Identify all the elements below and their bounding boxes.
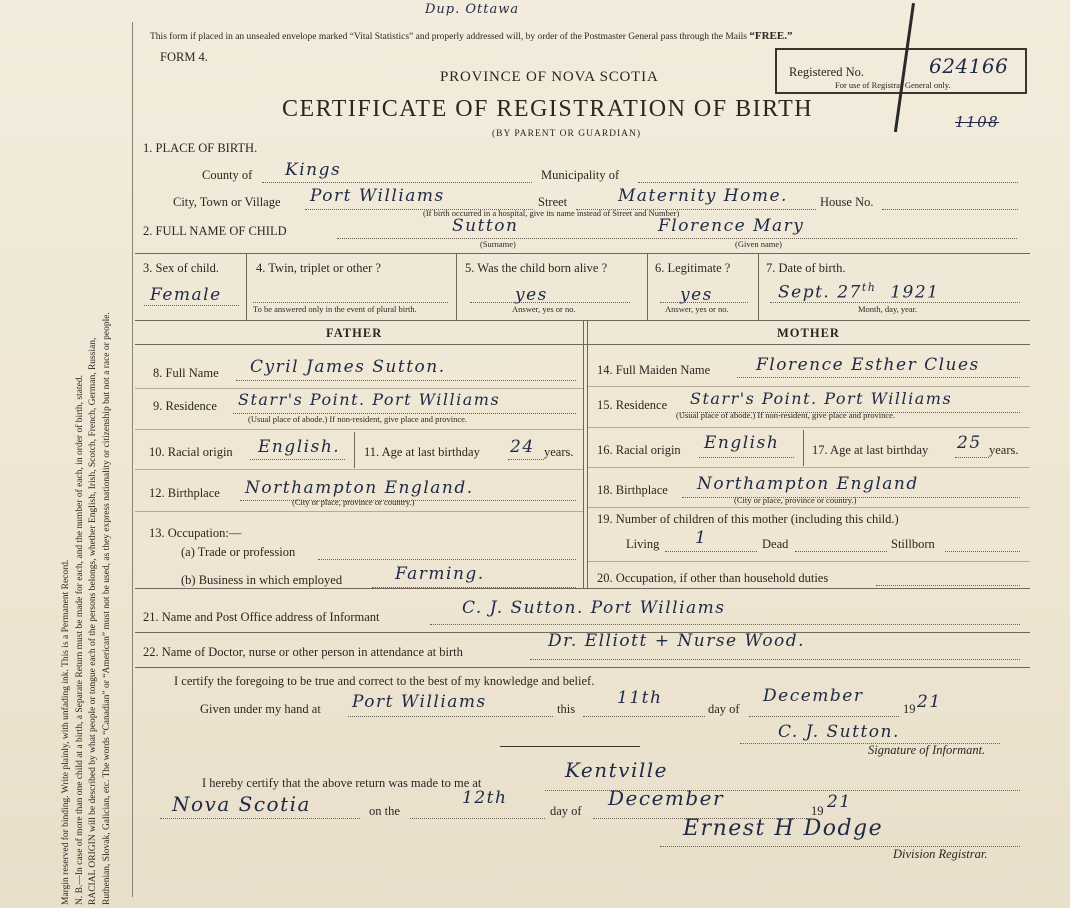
- registrar-signature: Ernest H Dodge: [683, 816, 884, 841]
- child-surname: Sutton: [452, 216, 519, 236]
- children-count-label: 19. Number of children of this mother (including this child.): [597, 512, 899, 526]
- top-note: Dup. Ottawa: [425, 2, 520, 17]
- registrar-day-of-label: day of: [550, 804, 582, 818]
- registrar-caption: Division Registrar.: [893, 847, 988, 861]
- mother-residence: Starr's Point. Port Williams: [690, 389, 953, 408]
- mother-name-label: 14. Full Maiden Name: [597, 363, 711, 377]
- province-heading: PROVINCE OF NOVA SCOTIA: [440, 69, 659, 85]
- father-heading: FATHER: [326, 326, 383, 340]
- this-label: this: [557, 702, 576, 716]
- registrar-province: Nova Scotia: [172, 792, 311, 816]
- mother-race-label: 16. Racial origin: [597, 443, 681, 457]
- header-notice: This form if placed in an unsealed envelope marked “Vital Statistics” and properly addressed will, by order of the Postmaster General pass through the Mails “FREE.”: [150, 30, 793, 42]
- sex-label: 3. Sex of child.: [143, 261, 220, 275]
- father-birthplace-note: (City or place, province or country.): [292, 497, 415, 507]
- father-business: Farming.: [395, 564, 485, 584]
- form-number: FORM 4.: [160, 50, 208, 64]
- business-label: (b) Business in which employed: [181, 573, 343, 587]
- day-of-label: day of: [708, 702, 740, 716]
- old-registration-number: 1108: [955, 113, 1000, 131]
- father-age-label: 11. Age at last birthday: [364, 445, 480, 459]
- twin-label: 4. Twin, triplet or other ?: [256, 261, 381, 275]
- side-note-4: Ruthenian, Slovak, Galician, etc. The words “Canadian” or “American” must not be used, as they express nationality or citizenship but not a race or people.: [101, 312, 112, 905]
- registrar-day: 12th: [462, 788, 508, 808]
- mother-years-label: years.: [989, 443, 1019, 457]
- father-residence-note: (Usual place of abode.) If non-resident, give place and province.: [248, 414, 468, 424]
- living-count: 1: [695, 528, 708, 548]
- sex-value: Female: [150, 285, 222, 305]
- surname-caption: (Surname): [480, 239, 516, 249]
- hospital-note: (If birth occurred in a hospital, give its name instead of Street and Number): [423, 208, 680, 218]
- registrar-year: 21: [827, 792, 852, 812]
- margin-rule: [132, 22, 133, 897]
- free-label: “FREE.”: [749, 30, 793, 42]
- alive-note: Answer, yes or no.: [512, 304, 576, 314]
- mother-residence-label: 15. Residence: [597, 398, 668, 412]
- legitimate-note: Answer, yes or no.: [665, 304, 729, 314]
- city-label: City, Town or Village: [173, 195, 281, 209]
- informant-value: C. J. Sutton. Port Williams: [462, 598, 726, 618]
- father-age: 24: [510, 437, 535, 457]
- legitimate-value: yes: [680, 285, 713, 305]
- informant-signature: C. J. Sutton.: [778, 722, 900, 742]
- father-name-label: 8. Full Name: [153, 366, 219, 380]
- side-note-2: N. B.—In case of more than one child at a birth, a Separate Return must be made for each, and the number of each, in order of birth, stated.: [74, 375, 85, 905]
- trade-label: (a) Trade or profession: [181, 545, 296, 559]
- side-margin-notes: [60, 312, 114, 905]
- registrar-month: December: [608, 786, 725, 810]
- registrar-only-note: For use of Registrar General only.: [835, 80, 951, 90]
- father-residence: Starr's Point. Port Williams: [238, 390, 501, 409]
- municipality-label: Municipality of: [541, 168, 620, 182]
- date-of-birth-label: 7. Date of birth.: [766, 261, 846, 275]
- registrar-line: I hereby certify that the above return was made to me at: [202, 776, 482, 790]
- mother-age: 25: [957, 433, 982, 453]
- county-value: Kings: [285, 160, 342, 180]
- doctor-label: 22. Name of Doctor, nurse or other person in attendance at birth: [143, 645, 463, 659]
- certificate-title: CERTIFICATE OF REGISTRATION OF BIRTH: [282, 96, 814, 122]
- house-no-label: House No.: [820, 195, 874, 209]
- registrar-place: Kentville: [565, 758, 668, 782]
- registered-label: Registered No.: [789, 65, 864, 79]
- father-years-label: years.: [544, 445, 574, 459]
- father-name: Cyril James Sutton.: [250, 357, 446, 377]
- given-month: December: [763, 686, 864, 706]
- mother-heading: MOTHER: [777, 326, 840, 340]
- place-of-birth-label: 1. PLACE OF BIRTH.: [143, 141, 258, 155]
- child-given-name: Florence Mary: [658, 216, 805, 236]
- informant-label: 21. Name and Post Office address of Informant: [143, 610, 380, 624]
- legitimate-label: 6. Legitimate ?: [655, 261, 731, 275]
- street-value: Maternity Home.: [618, 186, 788, 206]
- mother-birthplace-label: 18. Birthplace: [597, 483, 668, 497]
- twin-note: To be answered only in the event of plural birth.: [253, 304, 417, 314]
- dead-label: Dead: [762, 537, 789, 551]
- alive-label: 5. Was the child born alive ?: [465, 261, 608, 275]
- date-of-birth-value: Sept. 27th 1921: [778, 281, 940, 303]
- alive-value: yes: [515, 285, 548, 305]
- date-note: Month, day, year.: [858, 304, 918, 314]
- mother-birthplace-note: (City or place, province or country.): [734, 495, 857, 505]
- mother-age-label: 17. Age at last birthday: [812, 443, 929, 457]
- side-note-3: RACIAL ORIGIN will be described by what people or tongue each of the persons belongs, whether English, Irish, Scotch, French, German, Russian,: [88, 337, 98, 905]
- mother-residence-note: (Usual place of abode.) If non-resident, give place and province.: [676, 410, 896, 420]
- certificate-subtitle: (BY PARENT OR GUARDIAN): [492, 129, 642, 139]
- mother-name: Florence Esther Clues: [756, 355, 980, 375]
- given-year: 21: [917, 692, 942, 712]
- given-under-label: Given under my hand at: [200, 702, 321, 716]
- stillborn-label: Stillborn: [891, 537, 935, 551]
- street-label: Street: [538, 195, 568, 209]
- doctor-value: Dr. Elliott + Nurse Wood.: [548, 631, 806, 651]
- signature-caption: Signature of Informant.: [868, 743, 986, 757]
- father-birthplace: Northampton England.: [245, 478, 474, 498]
- father-residence-label: 9. Residence: [153, 399, 217, 413]
- father-birthplace-label: 12. Birthplace: [149, 486, 220, 500]
- mother-race: English: [704, 433, 780, 453]
- given-name-caption: (Given name): [735, 239, 782, 249]
- registrar-year-prefix: 19: [811, 804, 824, 818]
- father-race: English.: [258, 437, 341, 457]
- father-occupation-label: 13. Occupation:—: [149, 526, 242, 540]
- given-place: Port Williams: [352, 692, 487, 712]
- certify-line: I certify the foregoing to be true and correct to the best of my knowledge and belief.: [174, 674, 595, 688]
- mother-birthplace: Northampton England: [697, 474, 919, 494]
- on-the-label: on the: [369, 804, 400, 818]
- child-name-label: 2. FULL NAME OF CHILD: [143, 224, 287, 238]
- side-note-1: Margin reserved for binding. Write plainly, with unfading ink. This is a Permanent Record.: [61, 559, 71, 905]
- city-value: Port Williams: [310, 186, 445, 206]
- given-day: 11th: [617, 688, 663, 708]
- county-label: County of: [202, 168, 253, 182]
- given-year-prefix: 19: [903, 702, 916, 716]
- father-race-label: 10. Racial origin: [149, 445, 233, 459]
- living-label: Living: [626, 537, 660, 551]
- mother-occupation-label: 20. Occupation, if other than household duties: [597, 571, 829, 585]
- registered-number: 624166: [929, 54, 1009, 78]
